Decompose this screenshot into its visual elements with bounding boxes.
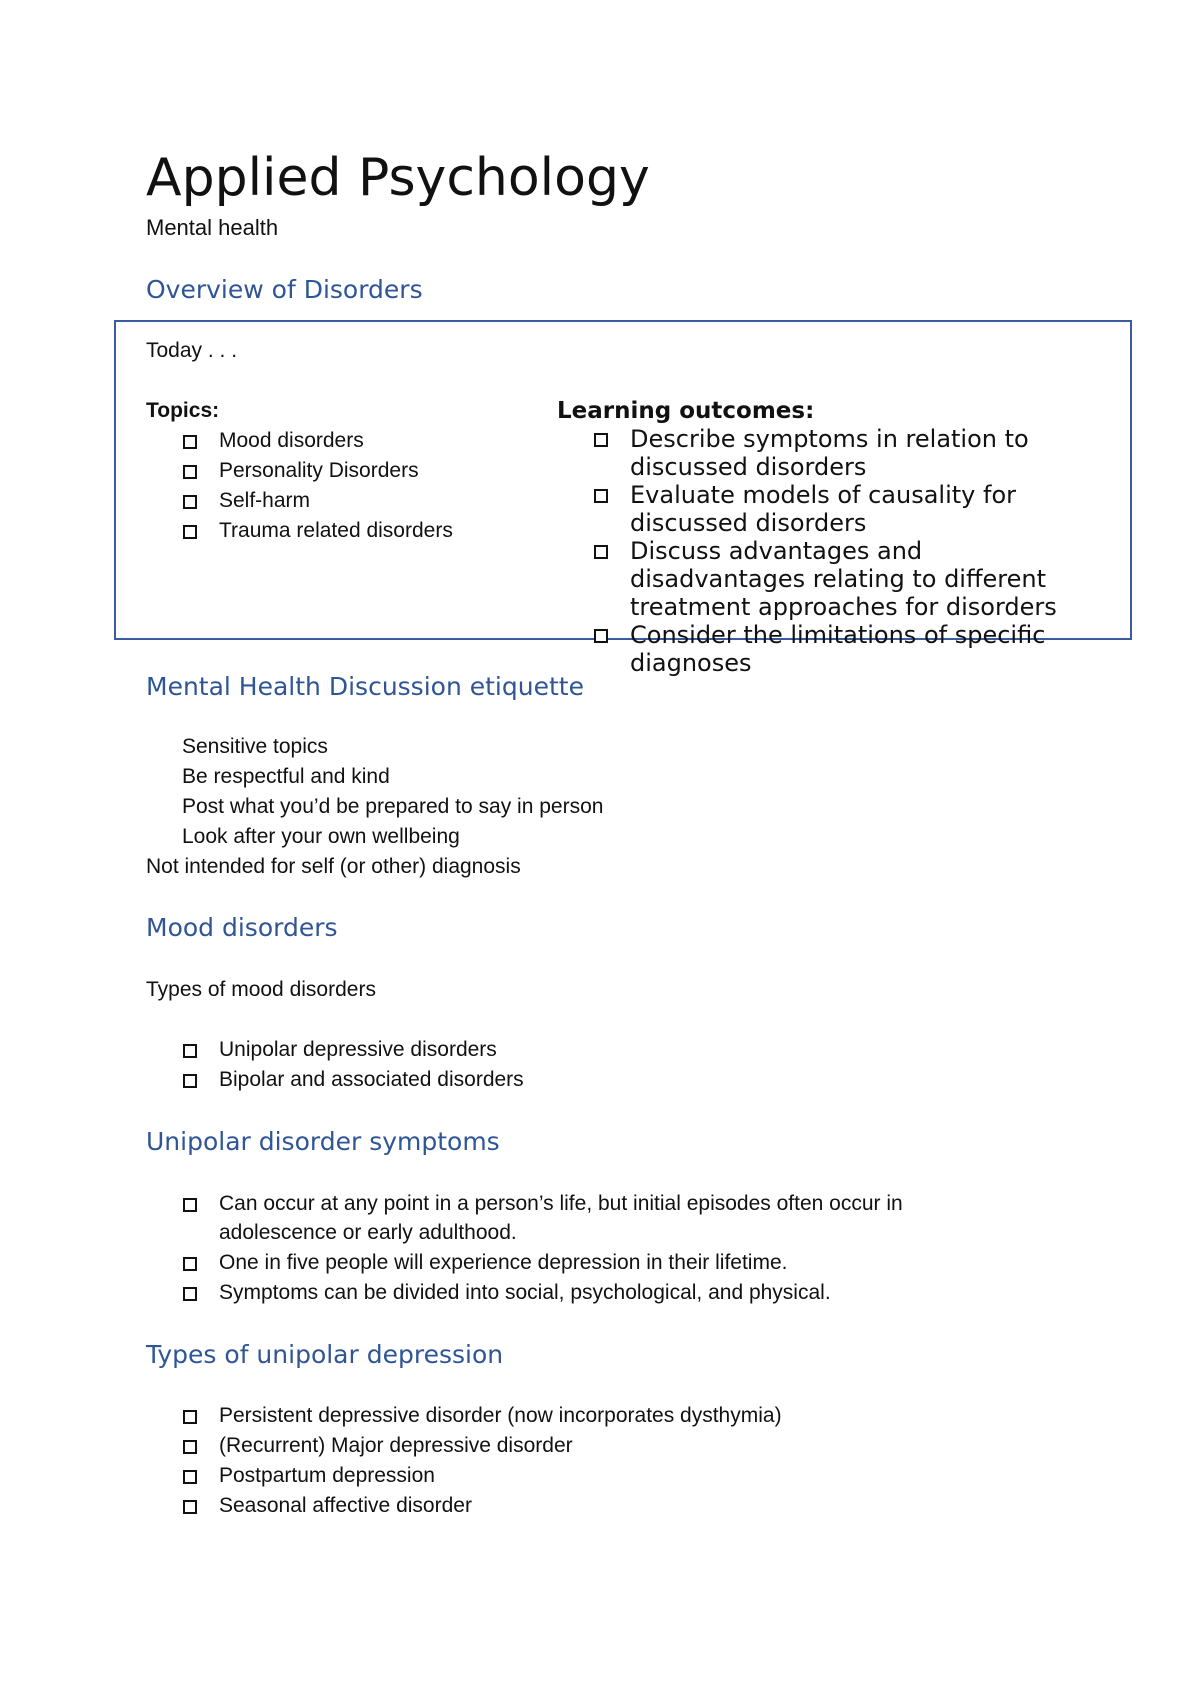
etiquette-item: Look after your own wellbeing: [182, 825, 460, 848]
checkbox-icon: [594, 489, 608, 503]
checkbox-icon: [183, 1410, 197, 1424]
heading-unipolar-symptoms: Unipolar disorder symptoms: [146, 1127, 500, 1156]
today-label: Today . . .: [146, 339, 238, 362]
checkbox-icon: [183, 1074, 197, 1088]
checkbox-icon: [183, 1257, 197, 1271]
topics-label: Topics:: [146, 399, 220, 422]
checkbox-icon: [594, 433, 608, 447]
etiquette-item: Be respectful and kind: [182, 765, 390, 788]
heading-mood-disorders: Mood disorders: [146, 913, 338, 942]
checkbox-icon: [183, 1198, 197, 1212]
checkbox-icon: [183, 1470, 197, 1484]
heading-etiquette: Mental Health Discussion etiquette: [146, 672, 584, 701]
etiquette-note: Not intended for self (or other) diagnosis: [146, 855, 521, 878]
checkbox-icon: [183, 1287, 197, 1301]
checkbox-icon: [594, 545, 608, 559]
page-subtitle: Mental health: [146, 215, 279, 240]
checkbox-icon: [183, 495, 197, 509]
checkbox-icon: [183, 435, 197, 449]
page-title: Applied Psychology: [146, 148, 650, 208]
outcome-item: Consider the limitations of specific diagnoses: [594, 621, 1054, 661]
checkbox-icon: [183, 1500, 197, 1514]
heading-unipolar-types: Types of unipolar depression: [146, 1340, 504, 1369]
etiquette-item: Sensitive topics: [182, 735, 328, 758]
checkbox-icon: [594, 629, 608, 643]
etiquette-item: Post what you’d be prepared to say in person: [182, 795, 604, 818]
heading-overview: Overview of Disorders: [146, 275, 423, 304]
checkbox-icon: [183, 465, 197, 479]
learning-outcomes-label: Learning outcomes:: [557, 398, 815, 424]
mood-intro: Types of mood disorders: [146, 978, 376, 1001]
checkbox-icon: [183, 1440, 197, 1454]
checkbox-icon: [183, 525, 197, 539]
checkbox-icon: [183, 1044, 197, 1058]
